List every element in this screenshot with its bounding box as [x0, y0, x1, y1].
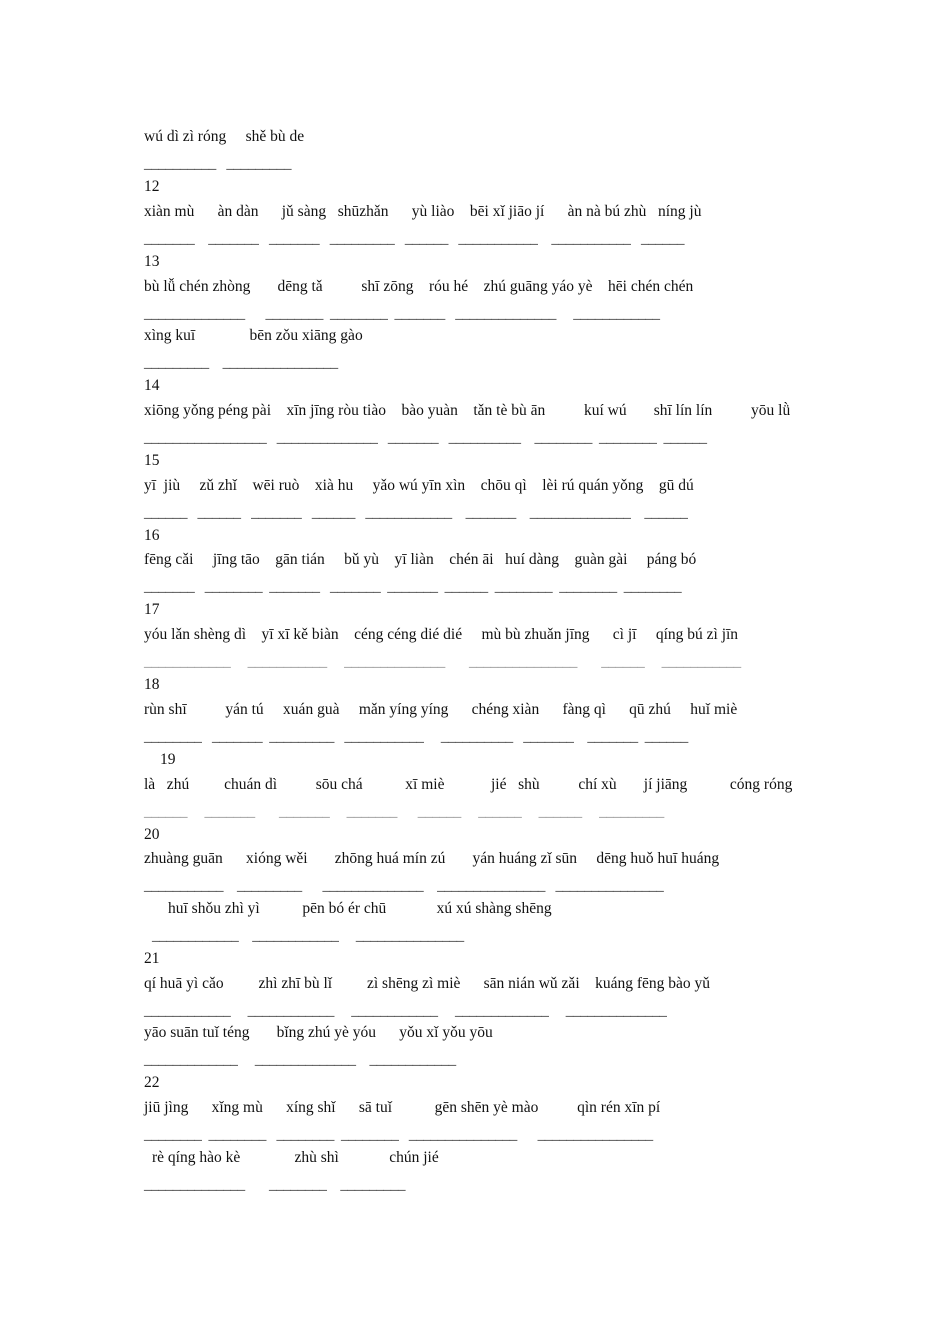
blank-line: ________ _______ _________ ___________ __________ _______ _______ ______	[144, 729, 688, 745]
section-number: 15	[144, 452, 160, 469]
section-number: 14	[144, 377, 160, 394]
section-number: 20	[144, 826, 160, 843]
blank-line: ______ _______ _______ _______ ______ ______ ______ _________	[144, 804, 664, 820]
section-number: 17	[144, 601, 160, 618]
pinyin-line: wú dì zì róng shě bù de	[144, 128, 305, 145]
blank-line: ____________ ___________ ______________ _______________ ______ ___________	[144, 654, 741, 670]
pinyin-line: rè qíng hào kè zhù shì chún jié	[152, 1149, 439, 1166]
section-number: 13	[144, 253, 160, 270]
pinyin-line: xiàn mù àn dàn jǔ sàng shūzhǎn yù liào bēi xǐ jiāo jí àn nà bú zhù níng jù	[144, 203, 702, 220]
section-number: 19	[160, 751, 176, 768]
blank-line: _______ _______ _______ _________ ______ ___________ ___________ ______	[144, 231, 685, 247]
blank-line: ___________ _________ ______________ _______________ _______________	[144, 878, 664, 894]
blank-line: __________ _________	[144, 156, 292, 172]
pinyin-line: rùn shī yán tú xuán guà mǎn yíng yíng chéng xiàn fàng qì qū zhú huǐ miè	[144, 701, 738, 718]
pinyin-line: bù lǚ chén zhòng dēng tǎ shī zōng róu hé zhú guāng yáo yè hēi chén chén	[144, 278, 694, 295]
blank-line: ________ ________ ________ ________ _______________ ________________	[144, 1127, 653, 1143]
blank-line: ______ ______ _______ ______ ____________ _______ ______________ ______	[144, 505, 688, 521]
blank-line: ____________ ____________ _______________	[152, 928, 464, 944]
section-number: 12	[144, 178, 160, 195]
pinyin-line: zhuàng guān xióng wěi zhōng huá mín zú yán huáng zǐ sūn dēng huǒ huī huáng	[144, 850, 720, 867]
blank-line: ____________ ____________ ____________ _____________ ______________	[144, 1003, 667, 1019]
pinyin-line: huī shǒu zhì yì pēn bó ér chū xú xú shàng shēng	[168, 900, 552, 917]
blank-line: _________________ ______________ _______ __________ ________ ________ ______	[144, 430, 707, 446]
pinyin-line: yī jiù zǔ zhǐ wēi ruò xià hu yǎo wú yīn xìn chōu qì lèi rú quán yǒng gū dú	[144, 477, 694, 494]
pinyin-line: qí huā yì cǎo zhì zhī bù lǐ zì shēng zì miè sān nián wǔ zǎi kuáng fēng bào yǔ	[144, 975, 711, 992]
blank-line: _______ ________ _______ _______ _______ ______ ________ ________ ________	[144, 579, 682, 595]
section-number: 22	[144, 1074, 160, 1091]
pinyin-line: jiū jìng xǐng mù xíng shǐ sā tuǐ gēn shēn yè mào qìn rén xīn pí	[144, 1099, 661, 1116]
section-number: 18	[144, 676, 160, 693]
blank-line: _____________ ______________ ____________	[144, 1052, 456, 1068]
pinyin-line: yóu lǎn shèng dì yī xī kě biàn céng céng dié dié mù bù zhuǎn jīng cì jī qíng bú zì jīn	[144, 626, 739, 643]
pinyin-line: xiōng yǒng péng pài xīn jīng ròu tiào bào yuàn tǎn tè bù ān kuí wú shī lín lín yōu lǜ	[144, 402, 791, 419]
pinyin-line: yāo suān tuǐ téng bǐng zhú yè yóu yǒu xǐ yǒu yōu	[144, 1024, 493, 1041]
blank-line: ______________ ________ _________	[144, 1177, 406, 1193]
section-number: 21	[144, 950, 160, 967]
section-number: 16	[144, 527, 160, 544]
pinyin-line: là zhú chuán dì sōu chá xī miè jié shù chí xù jí jiāng cóng róng	[144, 776, 793, 793]
blank-line: _________ ________________	[144, 355, 338, 371]
pinyin-line: fēng cǎi jīng tāo gān tián bǔ yù yī liàn chén āi huí dàng guàn gài páng bó	[144, 551, 697, 568]
pinyin-line: xìng kuī bēn zǒu xiāng gào	[144, 327, 363, 344]
blank-line: ______________ ________ ________ _______ ______________ ____________	[144, 306, 660, 322]
